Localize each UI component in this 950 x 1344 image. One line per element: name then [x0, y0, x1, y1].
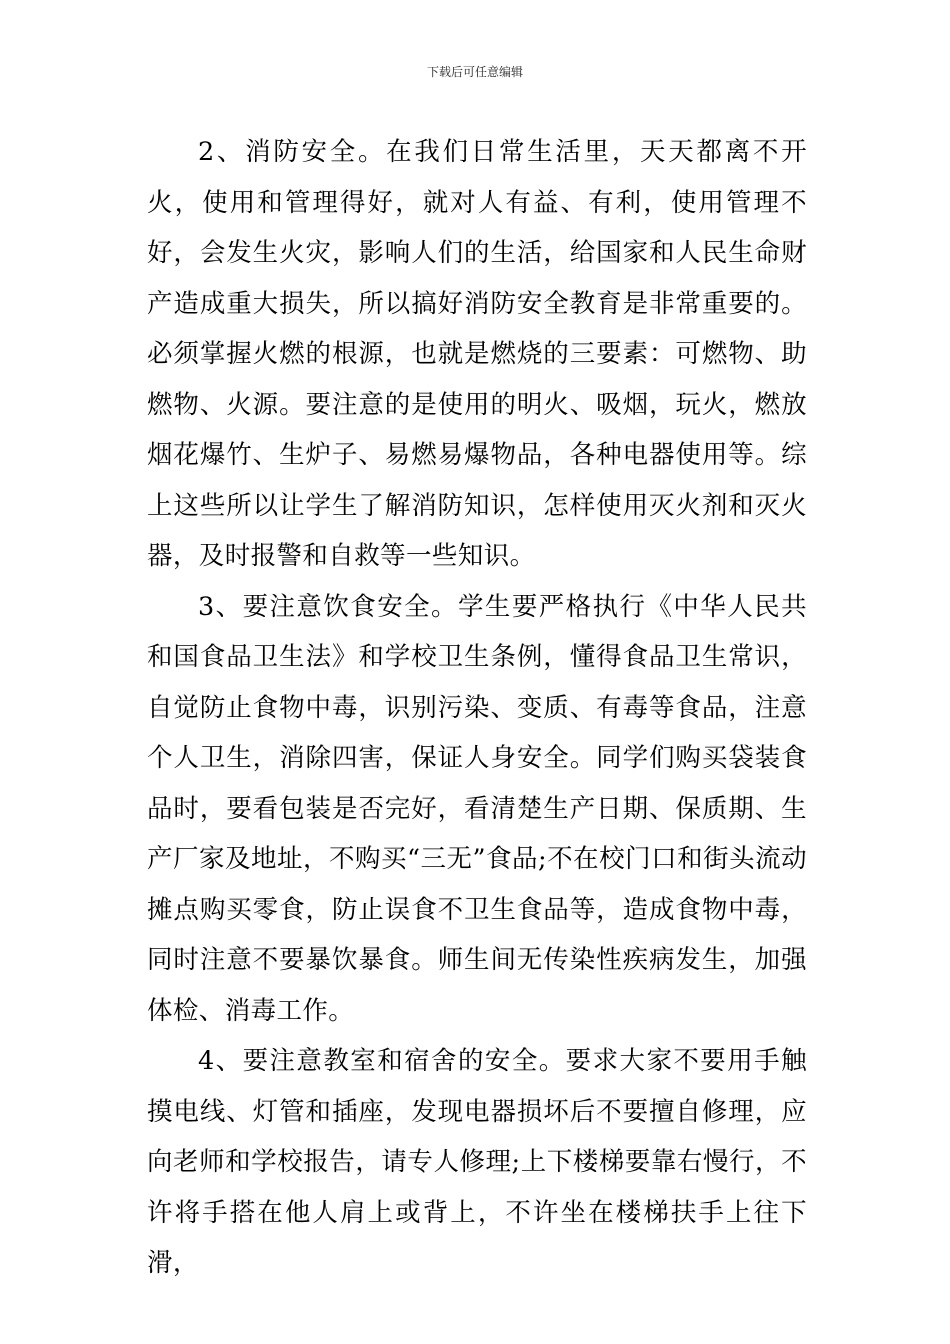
document-body	[147, 127, 807, 1289]
paragraph-classroom-safety: 4、要注意教室和宿舍的安全。要求大家不要用手触摸电线、灯管和插座，发现电器损坏后不要擅自修理，应向老师和学校报告，请专人修理;上下楼梯要靠右慢行，不许将手搭在他人肩上或背上，不许坐在楼梯扶手上往下滑，	[147, 1046, 807, 1278]
paragraph-fire-safety: 2、消防安全。在我们日常生活里，天天都离不开火，使用和管理得好，就对人有益、有利，使用管理不好，会发生火灾，影响人们的生活，给国家和人民生命财产造成重大损失，所以搞好消防安全教育是非常重要的。必须掌握火燃的根源，也就是燃烧的三要素：可燃物、助燃物、火源。要注意的是使用的明火、吸烟，玩火，燃放烟花爆竹、生炉子、易燃易爆物品，各种电器使用等。综上这些所以让学生了解消防知识，怎样使用灭火剂和灭火器，及时报警和自救等一些知识。	[147, 137, 807, 571]
paragraph-food-safety: 3、要注意饮食安全。学生要严格执行《中华人民共和国食品卫生法》和学校卫生条例，懂得食品卫生常识，自觉防止食物中毒，识别污染、变质、有毒等食品，注意个人卫生，消除四害，保证人身安全。同学们购买袋装食品时，要看包装是否完好，看清楚生产日期、保质期、生产厂家及地址，不购买“三无”食品;不在校门口和街头流动摊点购买零食，防止误食不卫生食品等，造成食物中毒，同时注意不要暴饮暴食。师生间无传染性疾病发生，加强体检、消毒工作。	[147, 591, 807, 1026]
page-header: 下载后可任意编辑	[426, 65, 523, 79]
